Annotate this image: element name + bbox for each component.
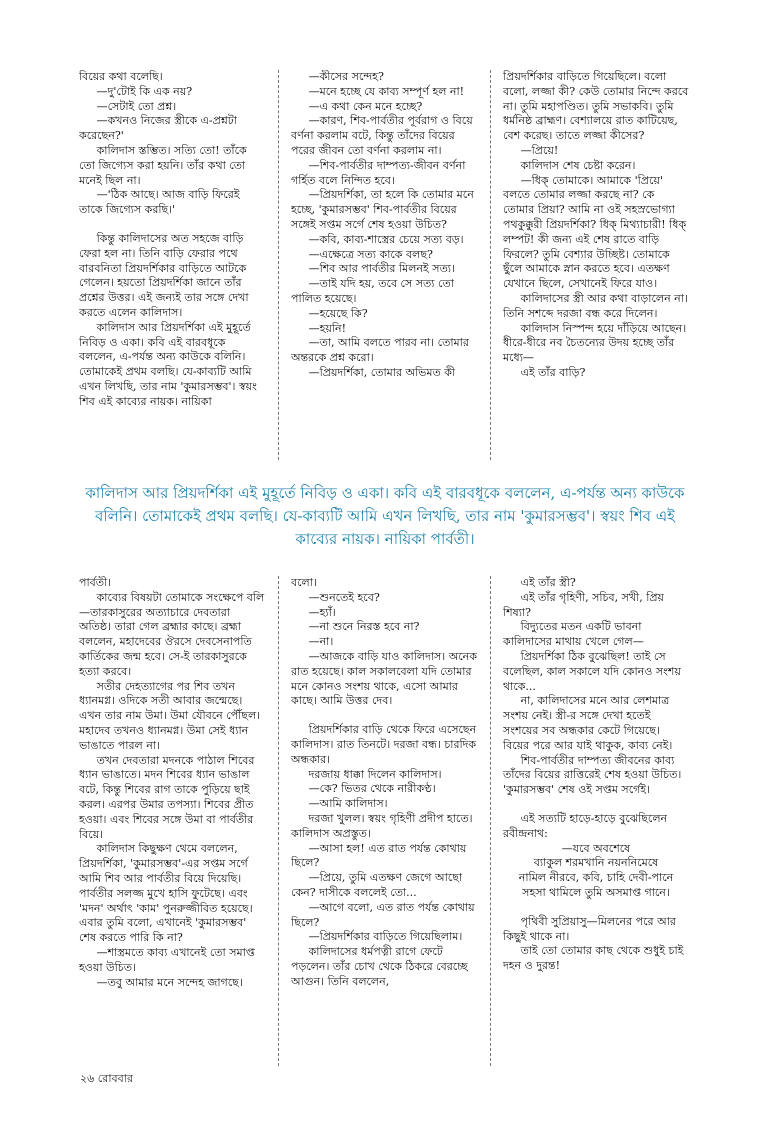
column <box>503 70 689 460</box>
paragraph: কালিদাস শেষ চেষ্টা করেন। <box>520 158 636 172</box>
paragraph: —প্রিয়দর্শিকা, তা হলে কি তোমার মনে হচ্ছে, 'কুমারসম্ভব' শিব-পার্বতীর বিয়ের সঙ্গেই সপ্তম সর্গে শেষ হওয়া উচিত? <box>291 188 474 231</box>
column <box>291 70 477 460</box>
paragraph: কালিদাস আর প্রিয়দর্শিকা এই মুহূর্তে নিবিড় ও একা। কবি এই বারবধূকে বললেন, এ-পর্যন্ত অন্য কাউকে বলিনি। তোমাকেই প্রথম বলছি। যে-কাব্যটি আমি এখন লিখছি, তার নাম 'কুমারসম্ভব'। স্বয়ং শিব এই কাব্যের নায়ক। নায়িকা <box>79 320 257 408</box>
page-footer: ২৬ রোববার <box>80 1072 133 1085</box>
paragraph: —আমি কালিদাস। <box>308 797 388 811</box>
paragraph: শিব-পার্বতীর দাম্পত্য জীবনের কাব্য তাঁদের বিয়ের রাত্তিরেই শেষ হওয়া উচিত। 'কুমারসম্ভব' শেষ ওই সপ্তম সর্গেই। <box>503 753 682 797</box>
pull-quote: কালিদাস আর প্রিয়দর্শিকা এই মুহূর্তে নিবিড় ও একা। কবি এই বারবধূকে বললেন, এ-পর্যন্ত অন্য কাউকে বলিনি। তোমাকেই প্রথম বলছি। যে-কাব্যটি আমি এখন লিখছি, তার নাম 'কুমারসম্ভব'। স্বয়ং শিব এই কাব্যের নায়ক। নায়িকা পার্বতী। <box>85 484 685 548</box>
paragraph: এই তাঁর গৃহিণী, সচিব, সখী, প্রিয় শিষ্যা? <box>503 590 665 619</box>
paragraph: —এ কথা কেন মনে হচ্ছে? <box>308 99 423 113</box>
paragraph: কালিদাস স্তম্ভিত। সত্যি তো! তাঁকে তো জিগ্যেস করা হয়নি। তাঁর কথা তো মনেই ছিল না। <box>79 143 247 187</box>
column <box>291 576 477 1066</box>
paragraph: —হ্যাঁ। <box>308 605 336 619</box>
paragraph: —না। <box>308 635 334 649</box>
column-divider <box>278 70 279 460</box>
paragraph: —প্রিয়ে, তুমি এতক্ষণ জেগে আছো কেন? দাসীকে বললেই তো... <box>291 871 463 899</box>
paragraph: কালিদাস কিছুক্ষণ থেমে বললেন, প্রিয়দর্শিকা, 'কুমারসম্ভব'-এর সপ্তম সর্গে আমি শিব আর পার্বতীর বিয়ে দিয়েছি। পার্বতীর সলজ্জ মুখে হাসি ফুটেছে। এবং 'মদন' অর্থাৎ 'কাম' পুনরুজ্জীবিত হয়েছে। এবার তুমি বলো, এখানেই 'কুমারসম্ভব' শেষ করতে পারি কি না? <box>79 842 253 945</box>
column <box>503 576 689 1066</box>
column-divider <box>278 576 279 1066</box>
paragraph: —প্রিয়দর্শিকার বাড়িতে গিয়েছিলাম। <box>308 930 463 944</box>
column-divider <box>490 70 491 460</box>
paragraph: বিয়ের কথা বলেছি। <box>79 70 163 83</box>
paragraph: —না শুনে নিরস্ত হবে না? <box>308 620 420 634</box>
paragraph: দরজা খুলল। স্বয়ং গৃহিণী প্রদীপ হাতে। কালিদাস অপ্রস্তুত। <box>291 811 473 840</box>
paragraph: —তবু আমার মনে সন্দেহ জাগছে। <box>96 975 243 989</box>
paragraph: বিদ্যুতের মতন একটি ভাবনা কালিদাসের মাথায় খেলে গেল— <box>503 620 644 649</box>
paragraph: —ধিক্‌ তোমাকে। আমাকে 'প্রিয়ে' বলতে তোমার লজ্জা করছে না? কে তোমার প্রিয়া? আমি না ওই সহস্রভোগ্যা পথকুক্কুরী প্রিয়দর্শিকা? ধিক্‌ মিথ্যাচারী! ধিক্‌ লম্পট! কী জন্য এই শেষ রাতে বাড়ি ফিরলে? তুমি বেশ্যার উচ্ছিষ্ট। তোমাকে ছুঁলে আমাকে স্নান করতে হবে। এতক্ষণ যেখানে ছিলে, সেখানেই ফিরে যাও। <box>503 173 687 291</box>
paragraph: —প্রিয়দর্শিকা, তোমার অভিমত কী <box>308 365 456 379</box>
paragraph: —শিব-পার্বতীর দাম্পত্য-জীবন বর্ণনা গর্হিত বলে নিন্দিত হবে। <box>291 158 466 187</box>
paragraph: —আজকে বাড়ি যাও কালিদাস। অনেক রাত হয়েছে। কাল সকালবেলা যদি তোমার মনে কোনও সংশয় থাকে, এসো আমার কাছে। আমি উত্তর দেব। <box>291 649 477 708</box>
paragraph: —দু'টোই কি এক নয়? <box>96 84 193 98</box>
paragraph: —যবে অবশেষে <box>561 841 631 855</box>
paragraph: —হয়েছে কি? <box>308 306 368 320</box>
article-top-block <box>79 70 689 460</box>
paragraph: —শিব আর পার্বতীর মিলনই সত্য। <box>308 262 455 276</box>
paragraph: —কবি, কাব্য-শাস্ত্রের চেয়ে সত্য বড়। <box>308 232 464 246</box>
paragraph: —কীসের সন্দেহ? <box>308 70 384 83</box>
paragraph: —মনে হচ্ছে যে কাব্য সম্পূর্ণ হল না! <box>308 84 465 98</box>
paragraph: প্রিয়দর্শিকা ঠিক বুঝেছিল! তাই সে বলেছিল, কাল সকালে যদি কোনও সংশয় থাকে... <box>503 649 681 693</box>
paragraph: পার্বতী। <box>79 576 112 589</box>
paragraph: —তা, আমি বলতে পারব না। তোমার অন্তরকে প্রশ্ন করো। <box>291 336 469 365</box>
paragraph: —শুনতেই হবে? <box>308 590 380 604</box>
paragraph: —প্রিয়ে! <box>520 143 559 157</box>
paragraph: —এক্ষেত্রে সত্য কাকে বলছ? <box>308 247 433 261</box>
paragraph: কিন্তু কালিদাসের অত সহজে বাড়ি ফেরা হল না। তিনি বাড়ি ফেরার পথে বারবনিতা প্রিয়দর্শিকার বাড়িতে আটকে গেলেন। হয়তো প্রিয়দর্শিকা জানে তাঁর প্রশ্নের উত্তর। এই জন্যই তার সঙ্গে দেখা করতে এলেন কালিদাস। <box>79 231 249 319</box>
paragraph: —তাই যদি হয়, তবে সে সত্য তো পালিত হয়েছে। <box>291 277 454 305</box>
paragraph: —আগে বলো, এত রাত পর্যন্ত কোথায় ছিলে? <box>291 900 475 929</box>
paragraph: নামিল নীরবে, কবি, চাহি দেবী-পানে <box>518 871 674 885</box>
article-bottom-block <box>79 576 689 1066</box>
paragraph: —'ঠিক আছে। আজ বাড়ি ফিরেই তাকে জিগ্যেস করছি।' <box>79 188 240 217</box>
paragraph: কালিদাসের স্ত্রী আর কথা বাড়ালেন না। তিনি সশব্দে দরজা বন্ধ করে দিলেন। <box>503 291 688 320</box>
paragraph: ব্যাকুল শরমখানি নয়ননিমেষে <box>533 856 659 870</box>
column <box>79 70 265 460</box>
paragraph: তাই তো তোমার কাছ থেকে শুধুই চাই দহন ও দুরন্ত! <box>503 944 684 973</box>
paragraph: বলো। <box>291 576 317 589</box>
paragraph: —আসা হল! এত রাত পর্যন্ত কোথায় ছিলে? <box>291 841 467 870</box>
paragraph: কাব্যের বিষয়টা তোমাকে সংক্ষেপে বলি—তারকাসুরের অত্যাচারে দেবতারা অতিষ্ঠ। তারা গেল ব্রহ্মার কাছে। ব্রহ্মা বললেন, মহাদেবের ঔরসে দেবসেনাপতি কার্তিকের জন্ম হবে। সে-ই তারকাসুরকে হত্যা করবে। <box>79 590 265 678</box>
paragraph: —কখনও নিজের স্ত্রীকে এ-প্রশ্নটা করেছেন?' <box>79 114 237 143</box>
paragraph: —হয়নি! <box>308 321 346 335</box>
paragraph: সহসা থামিলে তুমি অসমাপ্ত গানে। <box>522 885 670 899</box>
paragraph: প্রিয়দর্শিকার বাড়ি থেকে ফিরে এসেছেন কালিদাস। রাত তিনটে। দরজা বন্ধ। চারদিক অন্ধকার। <box>291 723 477 766</box>
paragraph: কালিদাস নিস্পন্দ হয়ে দাঁড়িয়ে আছেন। ধীরে-ধীরে নব চৈতন্যের উদয় হচ্ছে তাঁর মধ্যে— <box>503 321 687 365</box>
paragraph: —কারণ, শিব-পার্বতীর পূর্বরাগ ও বিয়ে বর্ণনা করলাম বটে, কিন্তু তাঁদের বিয়ের পরের জীবন তো বর্ণনা করলাম না। <box>291 114 473 157</box>
paragraph: এই তাঁর স্ত্রী? <box>520 576 576 589</box>
paragraph: পৃথিবী সুপ্রিয়াসু—মিলনের পরে আর কিছুই থাকে না। <box>503 914 676 943</box>
paragraph: —কে? ভিতর থেকে নারীকণ্ঠ। <box>308 782 436 796</box>
paragraph: দরজায় ধাক্কা দিলেন কালিদাস। <box>308 767 442 781</box>
paragraph: এই সত্যটি হাড়ে-হাড়ে বুঝেছিলেন রবীন্দ্রনাথ: <box>503 811 668 840</box>
paragraph: কালিদাসের ধর্মপত্নী রাগে ফেটে পড়লেন। তাঁর চোখ থেকে ঠিকরে বেরচ্ছে আগুন। তিনি বললেন, <box>291 945 468 988</box>
column <box>79 576 265 1066</box>
paragraph: —সেটাই তো প্রশ্ন। <box>96 99 177 113</box>
column-divider <box>490 576 491 1066</box>
paragraph: এই তাঁর বাড়ি? <box>520 365 586 379</box>
paragraph: প্রিয়দর্শিকার বাড়িতে গিয়েছিলে। বলো বলো, লজ্জা কী? কেউ তোমার নিন্দে করবে না। তুমি মহাপণ্ডিত। তুমি সভাকবি। তুমি ধর্মনিষ্ঠ ব্রাহ্মণ। বেশ্যালয়ে রাত কাটিয়েছ, বেশ করেছ। তাতে লজ্জা কীসের? <box>503 70 689 143</box>
paragraph: না, কালিদাসের মনে আর লেশমাত্র সংশয় নেই। স্ত্রী-র সঙ্গে দেখা হতেই সংশয়ের সব অন্ধকার কেটে গিয়েছে। বিয়ের পরে আর যাই থাকুক, কাব্য নেই। <box>503 694 673 752</box>
paragraph: তখন দেবতারা মদনকে পাঠাল শিবের ধ্যান ভাঙাতে। মদন শিবের ধ্যান ভাঙাল বটে, কিন্তু শিবের রাগ তাকে পুড়িয়ে ছাই করল। এরপর উমার তপস্যা। শিবের প্রীত হওয়া। এবং শিবের সঙ্গে উমা বা পার্বতীর বিয়ে। <box>79 753 255 841</box>
paragraph: —শাস্ত্রমতে কাব্য এখানেই তো সমাপ্ত হওয়া উচিত। <box>79 945 255 974</box>
paragraph: সতীর দেহত্যাগের পর শিব তখন ধ্যানমগ্ন। ওদিকে সতী আবার জন্মেছে। এখন তার নাম উমা। উমা যৌবনে পৌঁছল। মহাদেব তখনও ধ্যানমগ্ন। উমা সেই ধ্যান ভাঙাতে পারল না। <box>79 679 261 752</box>
